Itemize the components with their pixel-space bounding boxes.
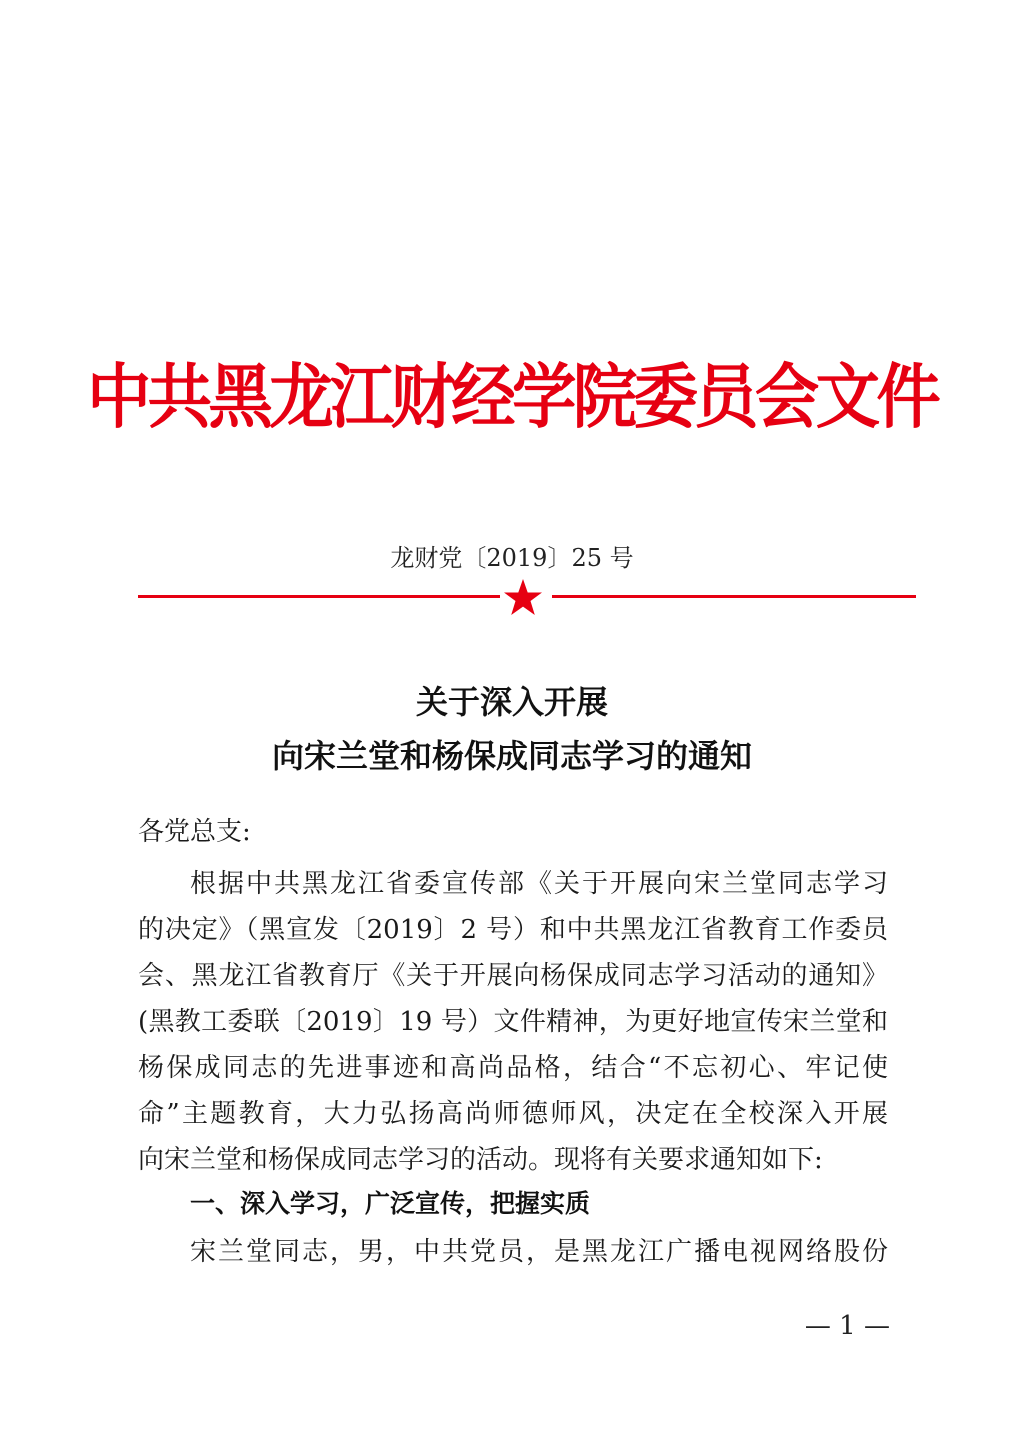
document-masthead: 中共黑龙江财经学院委员会文件: [86, 355, 938, 438]
body-line-3: 会、黑龙江省教育厅《关于开展向杨保成同志学习活动的通知》: [138, 961, 888, 991]
body-line-4: (黑教工委联〔2019〕19 号）文件精神，为更好地宣传宋兰堂和: [138, 1007, 888, 1037]
section-text-line-1: 宋兰堂同志，男，中共党员，是黑龙江广播电视网络股份: [190, 1237, 888, 1267]
body-line-1: 根据中共黑龙江省委宣传部《关于开展向宋兰堂同志学习: [190, 869, 888, 899]
notice-title-line-2: 向宋兰堂和杨保成同志学习的通知: [271, 737, 752, 775]
red-divider-left: [138, 595, 500, 598]
body-line-5: 杨保成同志的先进事迹和高尚品格，结合“不忘初心、牢记使: [138, 1053, 888, 1083]
body-line-2: 的决定》（黑宣发〔2019〕2 号）和中共黑龙江省教育工作委员: [138, 915, 888, 945]
section-heading-1: 一、深入学习，广泛宣传，把握实质: [190, 1189, 591, 1218]
body-line-7: 向宋兰堂和杨保成同志学习的活动。现将有关要求通知如下:: [138, 1145, 823, 1175]
addressee: 各党总支:: [138, 817, 251, 847]
notice-title-line-1: 关于深入开展: [415, 683, 608, 721]
red-divider-right: [552, 595, 916, 598]
body-line-6: 命”主题教育，大力弘扬高尚师德师风，决定在全校深入开展: [138, 1099, 888, 1129]
document-number: 龙财党〔2019〕25 号: [390, 544, 634, 572]
page-number: — 1 —: [804, 1311, 890, 1341]
red-star-icon: [503, 578, 543, 616]
